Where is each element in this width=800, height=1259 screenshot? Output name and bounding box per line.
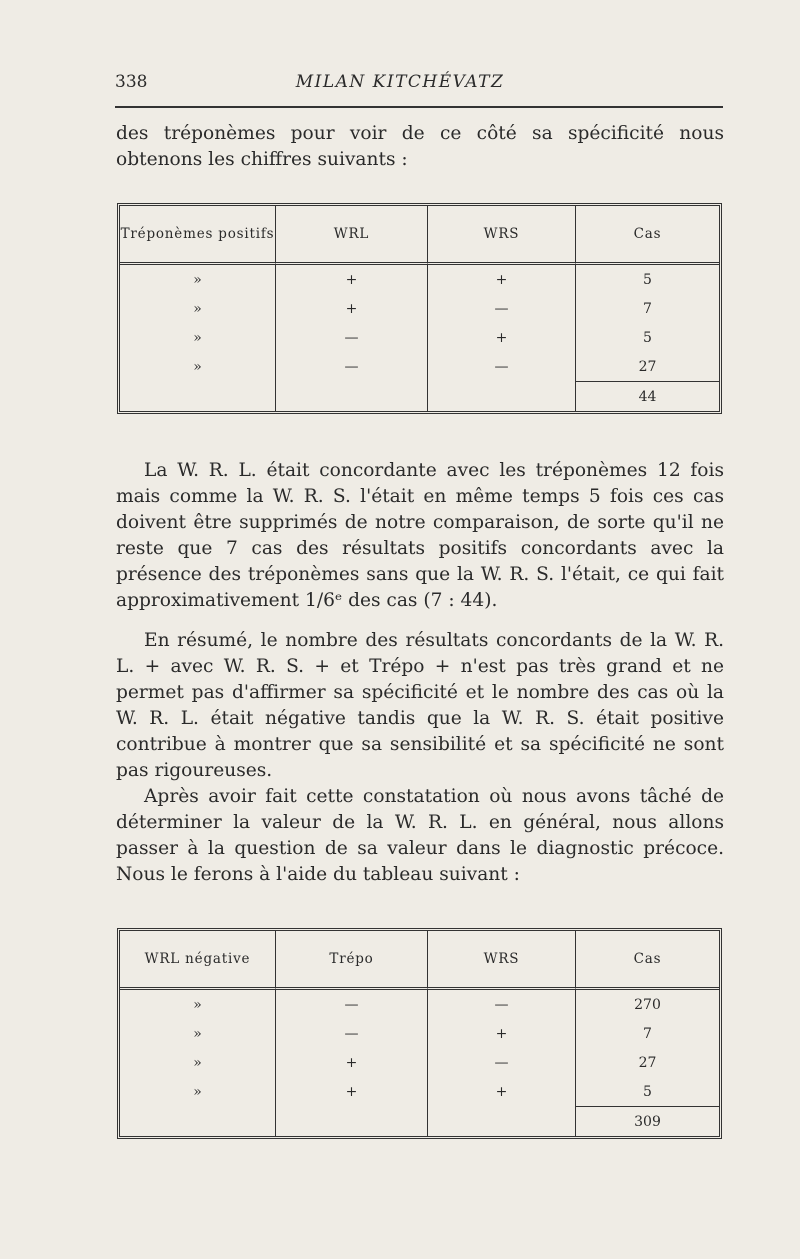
column-header: Cas — [575, 206, 719, 265]
table-cell: » — [193, 358, 202, 375]
table-cell: + — [275, 265, 427, 294]
table-wrl-negative — [117, 928, 722, 1139]
table-cell: » — [193, 271, 202, 288]
table-cell: » — [193, 329, 202, 346]
table-row — [120, 352, 719, 381]
column-header: Cas — [575, 931, 719, 990]
paragraph-resume: En résumé, le nombre des résultats concordants de la W. R. L. + avec W. R. S. + et Trépo + n'est pas très grand et ne permet pas d'affirmer sa spécificité et le nombre des cas où la W. R. L. était négative tandis que la W. R. S. était positive contribue à montrer que sa sensibilité et sa spécificité ne sont pas rigoureuses. — [116, 630, 724, 781]
table-cell: — — [275, 323, 427, 352]
table-row — [120, 1077, 719, 1106]
table-cell: » — [193, 300, 202, 317]
table-cell: — — [427, 294, 575, 323]
table-cell: 7 — [575, 294, 719, 323]
table-row — [120, 1019, 719, 1048]
table-cell: + — [427, 323, 575, 352]
table-cell: — — [275, 990, 427, 1019]
paragraph-diagnostic: Après avoir fait cette constatation où nous avons tâché de déterminer la valeur de la W. R. L. en général, nous allons passer à la question de sa valeur dans le diagnostic précoce. Nous le ferons à l'aide du tableau suivant : — [116, 786, 724, 885]
table-total-row — [120, 1106, 719, 1136]
table-cell: + — [275, 1048, 427, 1077]
table-cell: — — [427, 352, 575, 381]
table-cell: + — [427, 1077, 575, 1106]
column-header: WRL négative — [120, 931, 275, 990]
table-cell: 7 — [575, 1019, 719, 1048]
intro-paragraph: des tréponèmes pour voir de ce côté sa spécificité nous obtenons les chiffres suivants : — [116, 123, 724, 170]
column-header: WRS — [427, 206, 575, 265]
table-cell: 27 — [575, 1048, 719, 1077]
table-total-row — [120, 381, 719, 411]
table-cell: + — [427, 1019, 575, 1048]
table-row — [120, 265, 719, 294]
column-header: WRL — [275, 206, 427, 265]
table-header-row — [120, 931, 719, 990]
table-treponemes — [117, 203, 722, 414]
table-cell: » — [193, 1054, 202, 1071]
table-cell: 5 — [575, 1077, 719, 1106]
table-cell: — — [275, 1019, 427, 1048]
page-number: 338 — [115, 72, 148, 92]
table-cell: » — [193, 1025, 202, 1042]
table-total: 44 — [575, 381, 719, 411]
table-cell: — — [427, 990, 575, 1019]
table-total: 309 — [575, 1106, 719, 1136]
column-header: Tréponèmes positifs — [120, 206, 275, 265]
table-cell: + — [275, 294, 427, 323]
table-cell: 27 — [575, 352, 719, 381]
table-cell: » — [193, 1083, 202, 1100]
table-row — [120, 1048, 719, 1077]
table-cell: + — [275, 1077, 427, 1106]
table-row — [120, 294, 719, 323]
table-header-row — [120, 206, 719, 265]
table-cell: + — [427, 265, 575, 294]
table-cell: 5 — [575, 323, 719, 352]
table-cell: — — [427, 1048, 575, 1077]
table-cell: 270 — [575, 990, 719, 1019]
table-cell: 5 — [575, 265, 719, 294]
column-header: WRS — [427, 931, 575, 990]
header-rule — [115, 106, 723, 108]
table-cell: — — [275, 352, 427, 381]
table-cell: » — [193, 996, 202, 1013]
table-row — [120, 990, 719, 1019]
column-header: Trépo — [275, 931, 427, 990]
paragraph-concordance: La W. R. L. était concordante avec les tréponèmes 12 fois mais comme la W. R. S. l'était en même temps 5 fois ces cas doivent être supprimés de notre comparaison, de sorte qu'il ne reste que 7 cas des résultats positifs concordants avec la présence des tréponèmes sans que la W. R. S. l'était, ce qui fait approximativement 1/6ᵉ des cas (7 : 44). — [116, 460, 724, 611]
running-title: MILAN KITCHÉVATZ — [295, 72, 505, 92]
table-row — [120, 323, 719, 352]
